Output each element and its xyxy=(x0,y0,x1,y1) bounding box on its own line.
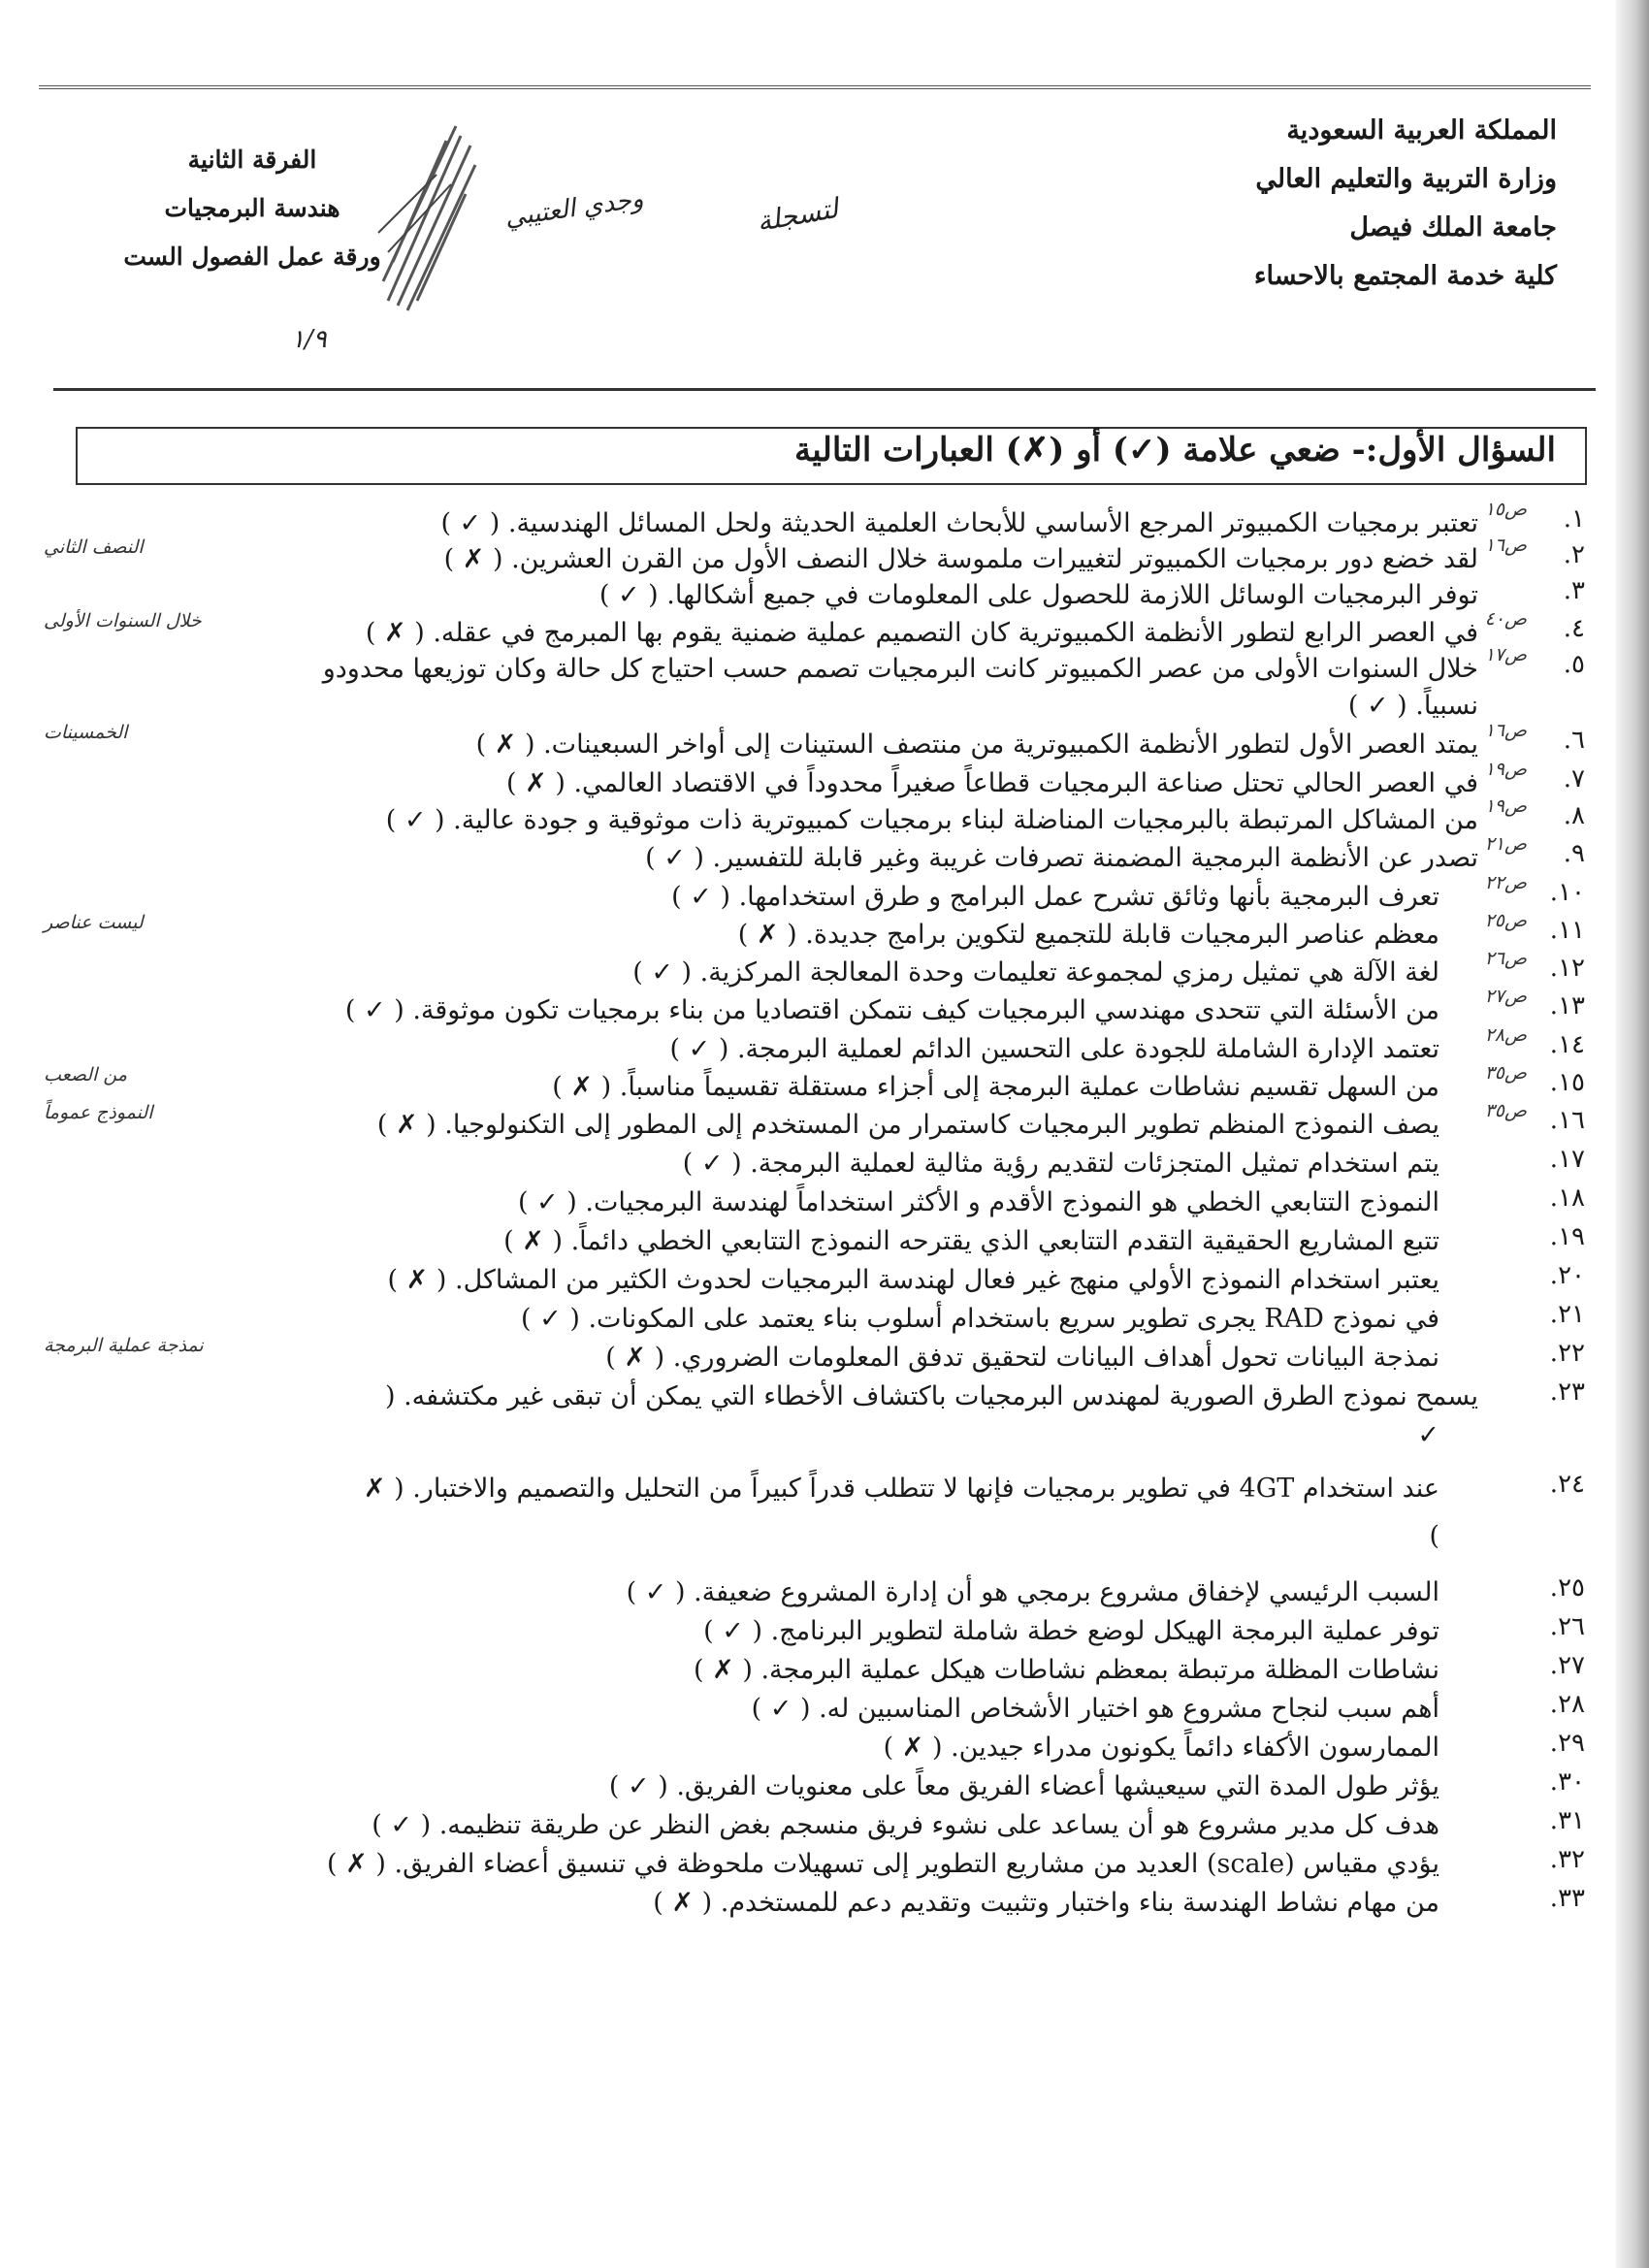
statement-text: عند استخدام 4GT في تطوير برمجيات فإنها لا تتطلب قدراً كبيراً من التحليل والتصميم والاختبار. ( ✗ xyxy=(363,1474,1439,1504)
handwritten-correction: النموذج عموماً xyxy=(44,1102,153,1123)
list-item xyxy=(63,986,1585,1034)
statement-text: يسمح نموذج الطرق الصورية لمهندس البرمجيات باكتشاف الأخطاء التي يمكن أن تبقى غير مكتشفه. ( xyxy=(384,1381,1478,1411)
item-number: ٩. xyxy=(1563,839,1585,868)
statement-text: في العصر الرابع لتطور الأنظمة الكمبيوترية كان التصميم عملية ضمنية يقوم بها المبرمج في عقله. ( ✗ ) xyxy=(365,618,1478,648)
list-item xyxy=(63,1145,1585,1187)
list-item xyxy=(63,1222,1585,1265)
statement-text: هدف كل مدير مشروع هو أن يساعد على نشوء فريق منسجم بغض النظر عن طريقة تنظيمه. ( ✓ ) xyxy=(372,1810,1439,1840)
statement-text: في العصر الحالي تحتل صناعة البرمجيات قطاعاً صغيراً محدوداً في الاقتصاد العالمي. ( ✗ ) xyxy=(506,768,1478,798)
institution-header xyxy=(1052,107,1557,301)
list-item xyxy=(63,687,1585,729)
course-line: الفرقة الثانية xyxy=(187,146,317,174)
item-number: ٢٩. xyxy=(1549,1729,1585,1758)
statement-text: نشاطات المظلة مرتبطة بمعظم نشاطات هيكل عملية البرمجة. ( ✗ ) xyxy=(694,1655,1439,1685)
pencil-scribble xyxy=(369,116,485,320)
list-item xyxy=(63,1377,1585,1420)
page-reference: ص١٦ xyxy=(1484,535,1527,556)
page-reference: ص١٥ xyxy=(1484,499,1527,520)
statement-text: لقد خضع دور برمجيات الكمبيوتر لتغييرات ملموسة خلال النصف الأول من القرن العشرين. ( ✗ ) xyxy=(443,544,1478,574)
page-reference: ص١٦ xyxy=(1484,720,1527,741)
list-item xyxy=(63,576,1585,619)
statement-text: من مهام نشاط الهندسة بناء واختبار وتثبيت وتقديم دعم للمستخدم. ( ✗ ) xyxy=(653,1888,1439,1918)
handwritten-correction: من الصعب xyxy=(44,1064,128,1085)
header-line: المملكة العربية السعودية xyxy=(1286,115,1557,146)
statement-text: يؤثر طول المدة التي سيعيشها أعضاء الفريق معاً على معنويات الفريق. ( ✓ ) xyxy=(608,1771,1439,1801)
page-reference: ص١٩ xyxy=(1484,795,1527,817)
item-number: ٨. xyxy=(1563,801,1585,830)
statement-text: تصدر عن الأنظمة البرمجية المضمنة تصرفات غريبة وغير قابلة للتفسير. ( ✓ ) xyxy=(645,843,1478,873)
statement-text: ✓ xyxy=(1417,1420,1439,1450)
list-item xyxy=(63,1612,1585,1655)
list-item xyxy=(63,833,1585,882)
top-border-line xyxy=(39,85,1591,89)
page-reference: ص٢٨ xyxy=(1484,1024,1527,1046)
list-item xyxy=(63,1729,1585,1771)
handwritten-mark: ١/٩ xyxy=(291,325,327,354)
handwritten-correction: الخمسينات xyxy=(44,722,128,743)
list-item xyxy=(63,1470,1585,1512)
page-reference: ص١٩ xyxy=(1484,759,1527,780)
handwritten-correction: خلال السنوات الأولى xyxy=(44,610,202,632)
list-item xyxy=(63,872,1585,921)
statement-text: تعرف البرمجية بأنها وثائق تشرح عمل البرامج و طرق استخدامها. ( ✓ ) xyxy=(671,882,1439,912)
statement-text: تعتبر برمجيات الكمبيوتر المرجع الأساسي للأبحاث العلمية الحديثة ولحل المسائل الهندسية. ( ✓ ) xyxy=(440,508,1478,538)
statement-text: تتبع المشاريع الحقيقية التقدم التتابعي الذي يقترحه النموذج التتابعي الخطي دائماً. ( ✗ ) xyxy=(503,1226,1439,1256)
item-number: ٥. xyxy=(1563,650,1585,679)
handwritten-correction: ليست عناصر xyxy=(44,912,144,933)
statement-text: يعتبر استخدام النموذج الأولي منهج غير فعال لهندسة البرمجيات لحدوث الكثير من المشاكل. ( ✗ ) xyxy=(387,1265,1439,1295)
item-number: ١٢. xyxy=(1549,954,1585,983)
item-number: ١٧. xyxy=(1549,1145,1585,1174)
item-number: ٢٦. xyxy=(1549,1612,1585,1641)
item-number: ١٨. xyxy=(1549,1183,1585,1213)
section-divider xyxy=(53,388,1596,391)
item-number: ١٥. xyxy=(1549,1068,1585,1097)
statement-text: خلال السنوات الأولى من عصر الكمبيوتر كانت البرمجيات تصمم حسب احتياج كل حالة وكان توزيعها محدودو xyxy=(322,654,1478,684)
item-number: ١٩. xyxy=(1549,1222,1585,1251)
list-item xyxy=(63,1573,1585,1616)
list-item xyxy=(44,1100,1585,1149)
statement-text: السبب الرئيسي لإخفاق مشروع برمجي هو أن إدارة المشروع ضعيفة. ( ✓ ) xyxy=(626,1577,1439,1607)
item-number: ٣٢. xyxy=(1549,1845,1585,1874)
list-item xyxy=(63,1845,1585,1888)
item-number: ٢٨. xyxy=(1549,1690,1585,1719)
list-item xyxy=(63,1806,1585,1849)
header-line: جامعة الملك فيصل xyxy=(1349,212,1557,243)
item-number: ٢٠. xyxy=(1549,1261,1585,1290)
page-reference: ص٢١ xyxy=(1484,833,1527,855)
list-item xyxy=(63,1416,1585,1459)
page-reference: ص٣٥ xyxy=(1484,1062,1527,1084)
item-number: ٢٤. xyxy=(1549,1470,1585,1499)
list-item xyxy=(63,1767,1585,1810)
statement-text: يصف النموذج المنظم تطوير البرمجيات كاستمرار من المستخدم إلى المطور إلى التكنولوجيا. ( ✗ ) xyxy=(376,1110,1439,1140)
statement-text: نسبياً. ( ✓ ) xyxy=(1347,691,1478,721)
page-reference: ص٢٢ xyxy=(1484,872,1527,893)
course-line: هندسة البرمجيات xyxy=(164,194,340,222)
item-number: ٣١. xyxy=(1549,1806,1585,1835)
statement-text: أهم سبب لنجاح مشروع هو اختيار الأشخاص المناسبين له. ( ✓ ) xyxy=(751,1694,1439,1724)
page-reference: ص٢٧ xyxy=(1484,986,1527,1007)
page-reference: ص٢٥ xyxy=(1484,910,1527,931)
item-number: ١٠. xyxy=(1549,878,1585,907)
list-item xyxy=(44,1335,1585,1381)
list-item xyxy=(63,948,1585,996)
page-reference: ص٣٥ xyxy=(1484,1100,1527,1121)
item-number: ٣. xyxy=(1563,576,1585,605)
statement-text: ) xyxy=(1429,1521,1439,1551)
statement-text: في نموذج RAD يجرى تطوير سريع باستخدام أسلوب بناء يعتمد على المكونات. ( ✓ ) xyxy=(521,1304,1439,1334)
course-line: ورقة عمل الفصول الست xyxy=(123,243,381,271)
item-number: ١. xyxy=(1563,504,1585,534)
item-number: ١٣. xyxy=(1549,991,1585,1021)
statement-text: يتم استخدام تمثيل المتجزئات لتقديم رؤية مثالية لعملية البرمجة. ( ✓ ) xyxy=(682,1149,1439,1179)
statement-text: معظم عناصر البرمجيات قابلة للتجميع لتكوين برامج جديدة. ( ✗ ) xyxy=(737,920,1439,950)
header-line: وزارة التربية والتعليم العالي xyxy=(1255,164,1557,194)
scan-edge xyxy=(1616,0,1649,2268)
statement-text: من السهل تقسيم نشاطات عملية البرمجة إلى أجزاء مستقلة تقسيماً مناسباً. ( ✗ ) xyxy=(552,1072,1439,1102)
page-reference: ص١٧ xyxy=(1484,644,1527,665)
list-item xyxy=(63,1884,1585,1927)
list-item xyxy=(63,1300,1585,1343)
handwritten-name: وجدي العتيبي xyxy=(502,184,646,233)
statement-text: من المشاكل المرتبطة بالبرمجيات المناضلة لبناء برمجيات كمبيوترية ذات موثوقية و جودة عالية. ( ✓ ) xyxy=(385,805,1478,835)
page-reference: ص٤٠ xyxy=(1484,608,1527,630)
item-number: ٦. xyxy=(1563,726,1585,755)
item-number: ٢. xyxy=(1563,540,1585,569)
header-line: كلية خدمة المجتمع بالاحساء xyxy=(1253,261,1557,291)
list-item xyxy=(63,1651,1585,1694)
list-item xyxy=(44,910,1585,958)
statement-text: توفر عملية البرمجة الهيكل لوضع خطة شاملة لتطوير البرنامج. ( ✓ ) xyxy=(703,1616,1439,1646)
item-number: ٢٢. xyxy=(1549,1339,1585,1368)
statement-text: لغة الآلة هي تمثيل رمزي لمجموعة تعليمات وحدة المعالجة المركزية. ( ✓ ) xyxy=(632,957,1439,988)
item-number: ٧. xyxy=(1563,764,1585,794)
statement-text: من الأسئلة التي تتحدى مهندسي البرمجيات كيف نتمكن اقتصاديا من بناء برمجيات تكون موثوقة. ( ✓ ) xyxy=(344,995,1439,1025)
list-item xyxy=(44,1062,1585,1111)
course-header xyxy=(107,136,398,281)
statement-text: نمذجة البيانات تحول أهداف البيانات لتحقيق تدفق المعلومات الضروري. ( ✗ ) xyxy=(605,1343,1439,1373)
handwritten-correction: النصف الثاني xyxy=(44,536,144,558)
handwritten-correction: نمذجة عملية البرمجة xyxy=(44,1335,204,1356)
item-number: ٤. xyxy=(1563,614,1585,643)
item-number: ٢٧. xyxy=(1549,1651,1585,1680)
list-item xyxy=(63,1517,1585,1560)
handwritten-note: لتسجلة xyxy=(754,191,841,239)
list-item xyxy=(63,1183,1585,1226)
item-number: ٢٥. xyxy=(1549,1573,1585,1603)
statement-text: يؤدي مقياس (scale) العديد من مشاريع التطوير إلى تسهيلات ملحوظة في تنسيق أعضاء الفريق. ( ✗ ) xyxy=(327,1849,1439,1879)
item-number: ١٦. xyxy=(1549,1106,1585,1135)
list-item xyxy=(63,1024,1585,1073)
statement-text: تعتمد الإدارة الشاملة للجودة على التحسين الدائم لعملية البرمجة. ( ✓ ) xyxy=(669,1034,1439,1064)
statement-text: الممارسون الأكفاء دائماً يكونون مدراء جيدين. ( ✗ ) xyxy=(883,1733,1439,1763)
list-item xyxy=(63,1261,1585,1304)
statement-text: توفر البرمجيات الوسائل اللازمة للحصول على المعلومات في جميع أشكالها. ( ✓ ) xyxy=(598,580,1478,610)
list-item xyxy=(63,795,1585,844)
item-number: ٢١. xyxy=(1549,1300,1585,1329)
item-number: ٣٣. xyxy=(1549,1884,1585,1913)
statement-text: يمتد العصر الأول لتطور الأنظمة الكمبيوترية من منتصف الستينات إلى أواخر السبعينات. ( ✗ ) xyxy=(475,729,1478,760)
item-number: ١١. xyxy=(1549,916,1585,945)
statement-text: النموذج التتابعي الخطي هو النموذج الأقدم و الأكثر استخداماً لهندسة البرمجيات. ( ✓ ) xyxy=(517,1187,1439,1217)
question-title: السؤال الأول:- ضعي علامة (✓) أو (✗) العبارات التالية xyxy=(76,427,1587,485)
page-reference: ص٢٦ xyxy=(1484,948,1527,969)
item-number: ٢٣. xyxy=(1549,1377,1585,1407)
item-number: ١٤. xyxy=(1549,1030,1585,1059)
list-item xyxy=(44,720,1585,768)
list-item xyxy=(63,1690,1585,1733)
item-number: ٣٠. xyxy=(1549,1767,1585,1797)
